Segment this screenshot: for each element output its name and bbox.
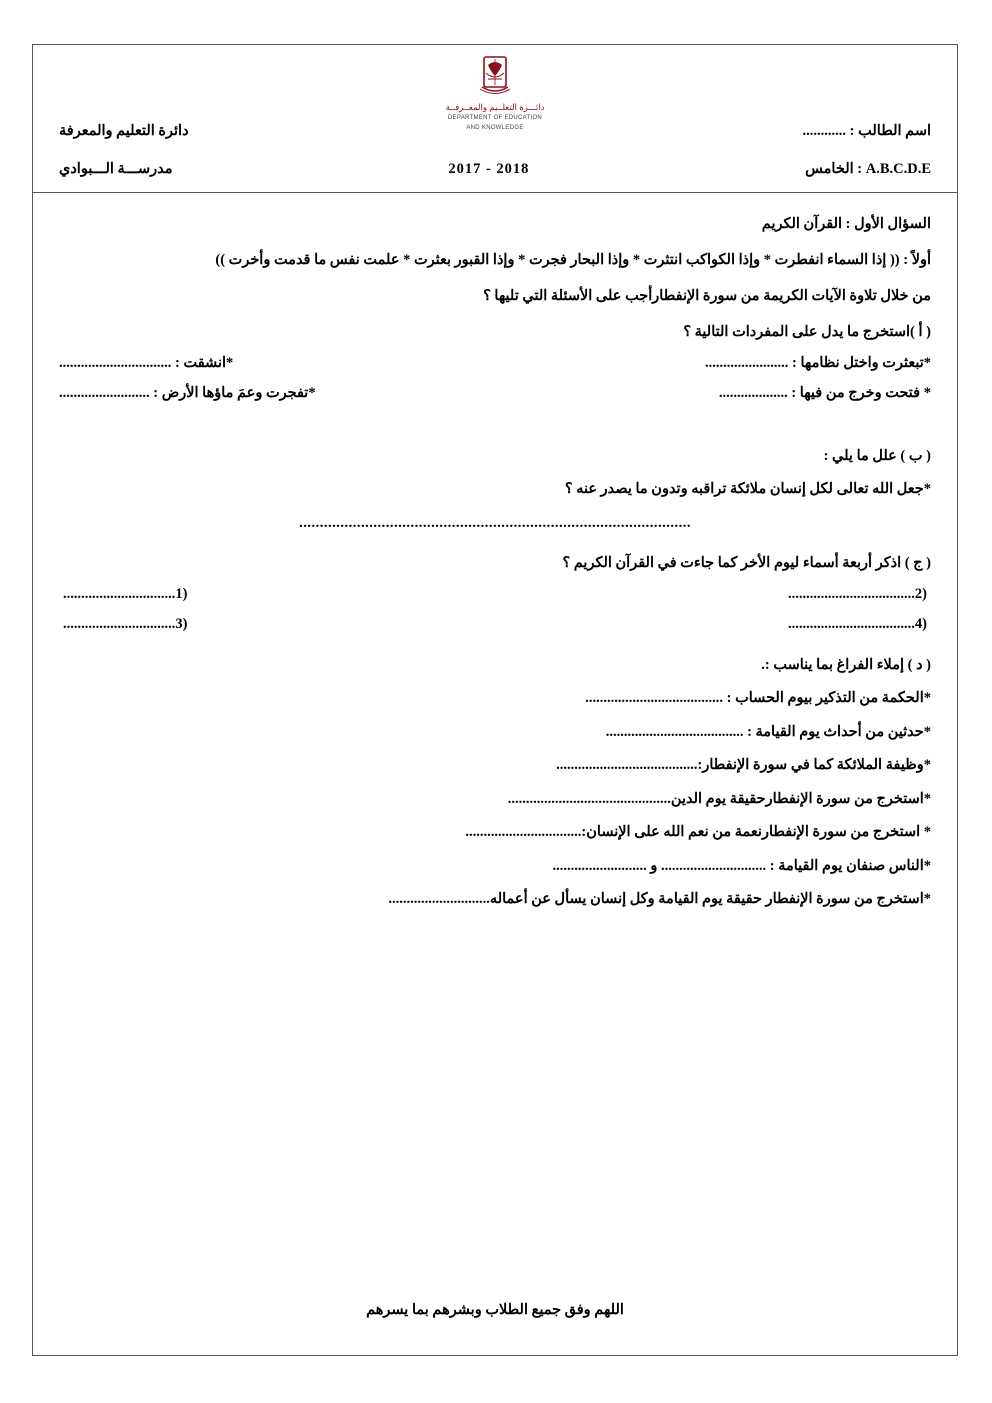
part-b-answer-line: ............................................................................................... xyxy=(299,514,691,531)
student-name-field: اسم الطالب : ............ xyxy=(802,123,931,139)
part-d-item-5: * استخرج من سورة الإنفطارنعمة من نعم الله على الإنسان:................................ xyxy=(465,824,931,841)
part-d-item-2: *حدثين من أحداث يوم القيامة : ...................................... xyxy=(605,723,931,740)
ministry-logo xyxy=(420,53,570,132)
part-a-item-2-right: *تفجرت وعمَ ماؤها الأرض : ......................... xyxy=(59,385,316,402)
part-b-item: *جعل الله تعالى لكل إنسان ملائكة تراقبه وتدون ما يصدر عنه ؟ xyxy=(564,481,931,498)
part-c-item-4: (4................................... xyxy=(788,616,927,633)
school-label: مدرســـة الـــبوادي xyxy=(59,161,173,177)
department-label: دائرة التعليم والمعرفة xyxy=(59,123,189,139)
academic-year: 2017 - 2018 xyxy=(448,161,530,177)
part-a-row-1 xyxy=(59,352,931,374)
exam-page xyxy=(32,44,958,1356)
part-c-label: ( ج ) اذكر أربعة أسماء ليوم الأخر كما جاءت في القرآن الكريم ؟ xyxy=(562,555,931,572)
part-a-item-1-left: *تبعثرت واختل نظامها : ....................... xyxy=(705,354,931,371)
logo-english-line1: DEPARTMENT OF EDUCATION xyxy=(447,115,543,121)
quran-verse xyxy=(59,247,931,275)
header-row-bottom xyxy=(33,161,957,178)
uae-falcon-crest-icon xyxy=(472,53,518,99)
class-label: الخامس : A.B.C.D.E xyxy=(805,161,931,177)
part-d-item-3: *وظيفة الملائكة كما في سورة الإنفطار:....................................... xyxy=(556,757,931,774)
part-d-item-7: *استخرج من سورة الإنفطار حقيقة يوم القيامة وكل إنسان يسأل عن أعماله............................ xyxy=(388,890,931,907)
page-header xyxy=(33,45,957,193)
part-b-label: ( ب ) علل ما يلي : xyxy=(823,447,931,464)
header-row-top xyxy=(33,123,957,140)
verse-text: (( إذا السماء انفطرت * وإذا الكواكب انتثرت * وإذا البحار فجرت * وإذا القبور بعثرت * علمت نفس ما قدمت وأخرت )) xyxy=(215,252,900,269)
part-c-item-1: (1............................... xyxy=(63,585,188,602)
part-a-label: ( أ )استخرج ما يدل على المفردات التالية ؟ xyxy=(683,324,931,341)
part-d-item-6: *الناس صنفان يوم القيامة : ............................. و .......................... xyxy=(552,857,931,874)
part-c-item-3: (3............................... xyxy=(63,616,188,633)
part-d-item-1: *الحكمة من التذكير بيوم الحساب : ...................................... xyxy=(585,690,931,707)
question1-title: السؤال الأول : القرآن الكريم xyxy=(761,216,931,232)
part-a-row-2 xyxy=(59,382,931,404)
part-a-item-2-left: * فتحت وخرج من فيها : ................... xyxy=(718,385,931,402)
verse-label: أولاً : xyxy=(903,252,931,269)
part-c-item-2: (2................................... xyxy=(788,585,927,602)
page-footer: اللهم وفق جميع الطلاب وبشرهم بما يسرهم xyxy=(366,1302,624,1318)
logo-arabic-name: دائـــرة التعلــيم والمعــرفــة xyxy=(445,102,545,112)
question1-instruction: من خلال تلاوة الآيات الكريمة من سورة الإنفطارأجب على الأسئلة التي تليها ؟ xyxy=(483,288,931,305)
logo-english-line2: AND KNOWLEDGE xyxy=(466,124,524,131)
part-d-item-4: *استخرج من سورة الإنفطارحقيقة يوم الدين............................................. xyxy=(507,790,931,807)
part-d-label: ( د ) إملاء الفراغ بما يناسب :. xyxy=(761,656,931,673)
part-c-row-1 xyxy=(59,583,931,605)
part-a-item-1-right: *انشقت : ............................... xyxy=(59,354,234,371)
part-c-row-2 xyxy=(59,613,931,635)
exam-body xyxy=(33,193,957,910)
